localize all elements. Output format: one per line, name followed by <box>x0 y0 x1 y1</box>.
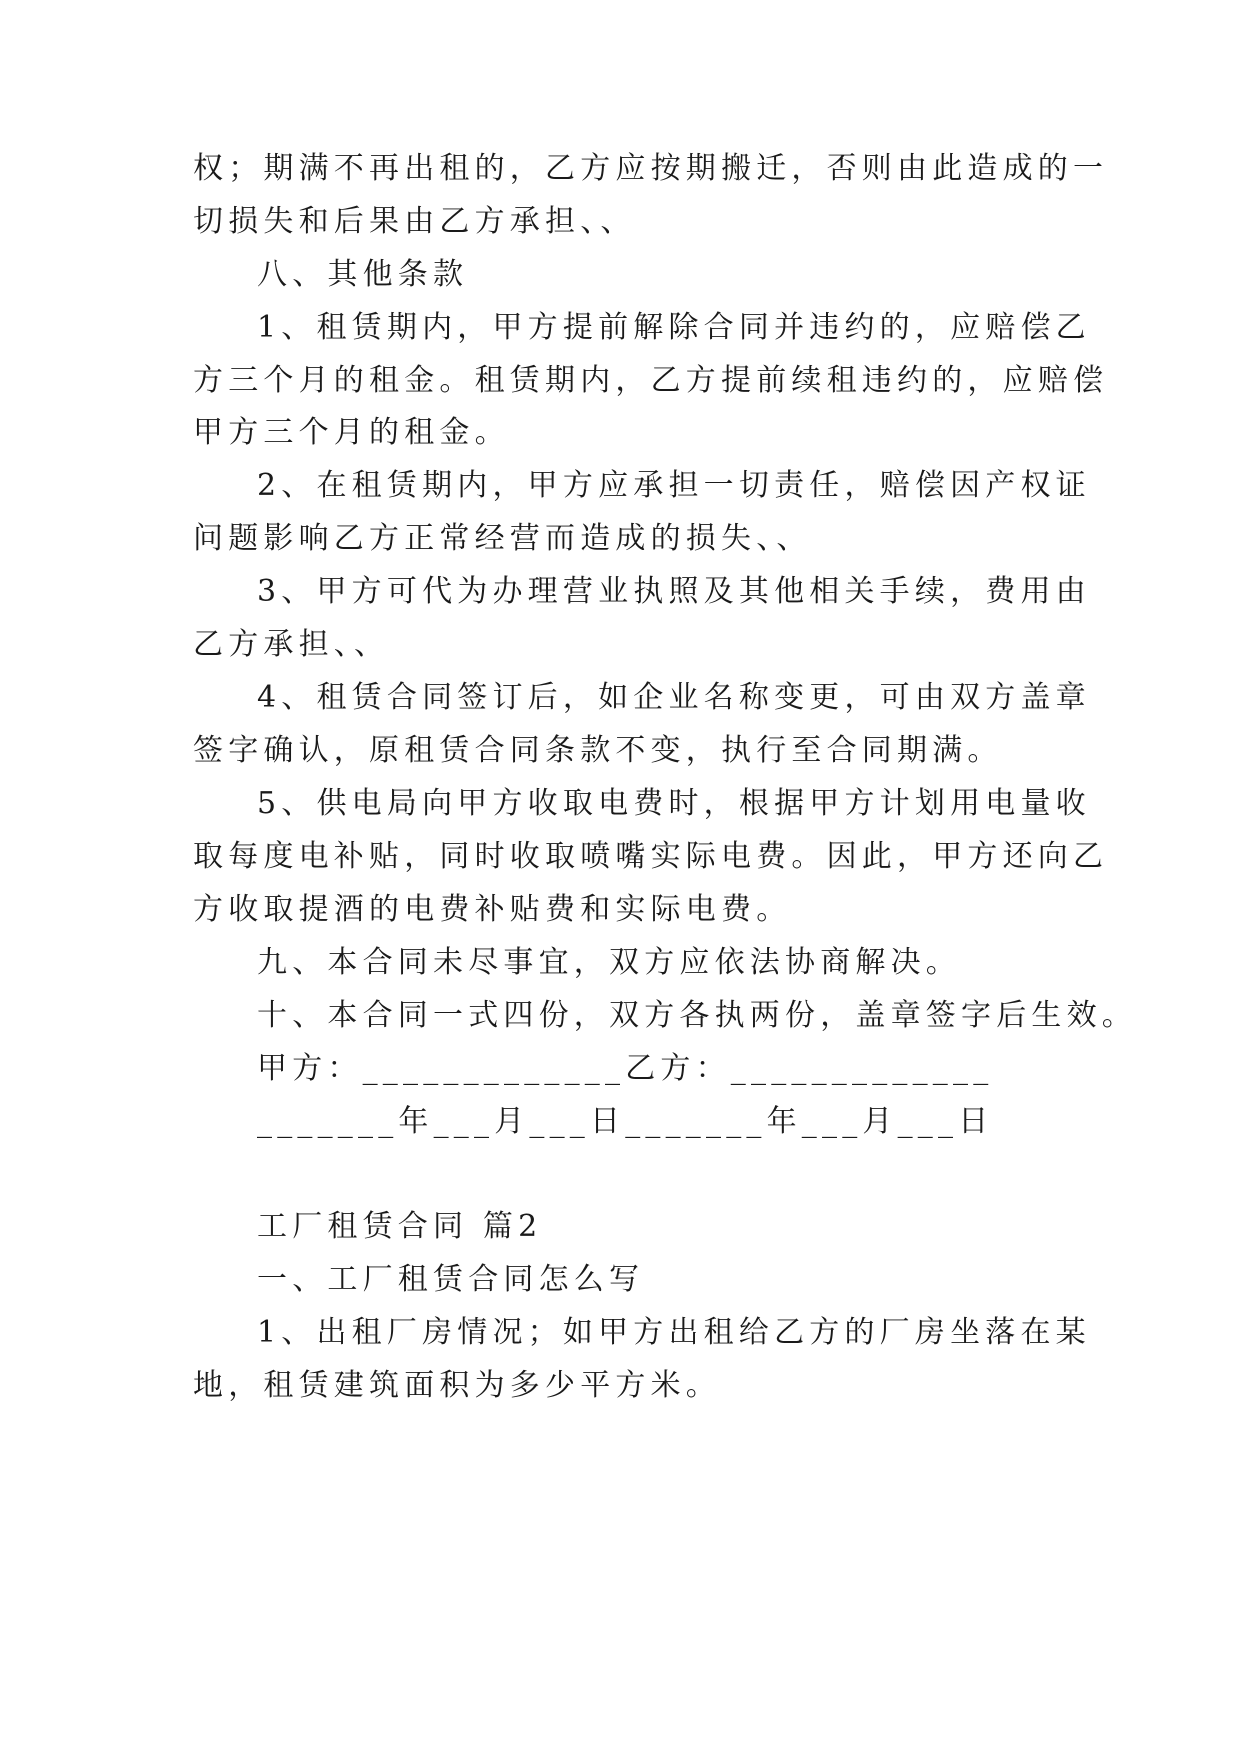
item-1-line-2: 地，租赁建筑面积为多少平方米。 <box>193 1368 721 1403</box>
text-line-1: 权；期满不再出租的，乙方应按期搬迁，否则由此造成的一 <box>193 151 1109 186</box>
signature-parties-line: 甲方：_____________乙方：_____________ <box>257 1051 994 1086</box>
clause-1-line-3: 甲方三个月的租金。 <box>193 415 510 450</box>
clause-5-line-3: 方收取提酒的电费补贴费和实际电费。 <box>193 892 792 927</box>
section-heading-8: 八、其他条款 <box>257 257 469 292</box>
clause-5-line-2: 取每度电补贴，同时收取喷嘴实际电费。因此，甲方还向乙 <box>193 839 1109 874</box>
item-1-line-1: 1、出租厂房情况；如甲方出租给乙方的厂房坐落在某 <box>257 1315 1091 1350</box>
article-title: 工厂租赁合同 篇2 <box>257 1209 543 1244</box>
clause-2-line-2: 问题影响乙方正常经营而造成的损失、、 <box>193 521 812 556</box>
clause-3-line-2: 乙方承担、、 <box>193 627 390 662</box>
section-heading-10: 十、本合同一式四份，双方各执两份，盖章签字后生效。 <box>257 998 1137 1033</box>
clause-2-line-1: 2、在租赁期内，甲方应承担一切责任，赔偿因产权证 <box>257 468 1091 503</box>
clause-1-line-1: 1、租赁期内，甲方提前解除合同并违约的，应赔偿乙 <box>257 310 1091 345</box>
section-heading-9: 九、本合同未尽事宜，双方应依法协商解决。 <box>257 945 961 980</box>
signature-date-line: _______年___月___日_______年___月___日 <box>257 1104 994 1139</box>
clause-4-line-1: 4、租赁合同签订后，如企业名称变更，可由双方盖章 <box>257 680 1091 715</box>
clause-5-line-1: 5、供电局向甲方收取电费时，根据甲方计划用电量收 <box>257 786 1091 821</box>
text-line-2: 切损失和后果由乙方承担、、 <box>193 204 636 239</box>
clause-1-line-2: 方三个月的租金。租赁期内，乙方提前续租违约的，应赔偿 <box>193 363 1109 398</box>
clause-4-line-2: 签字确认，原租赁合同条款不变，执行至合同期满。 <box>193 733 1003 768</box>
clause-3-line-1: 3、甲方可代为办理营业执照及其他相关手续，费用由 <box>257 574 1091 609</box>
section-heading-1: 一、工厂租赁合同怎么写 <box>257 1262 645 1297</box>
